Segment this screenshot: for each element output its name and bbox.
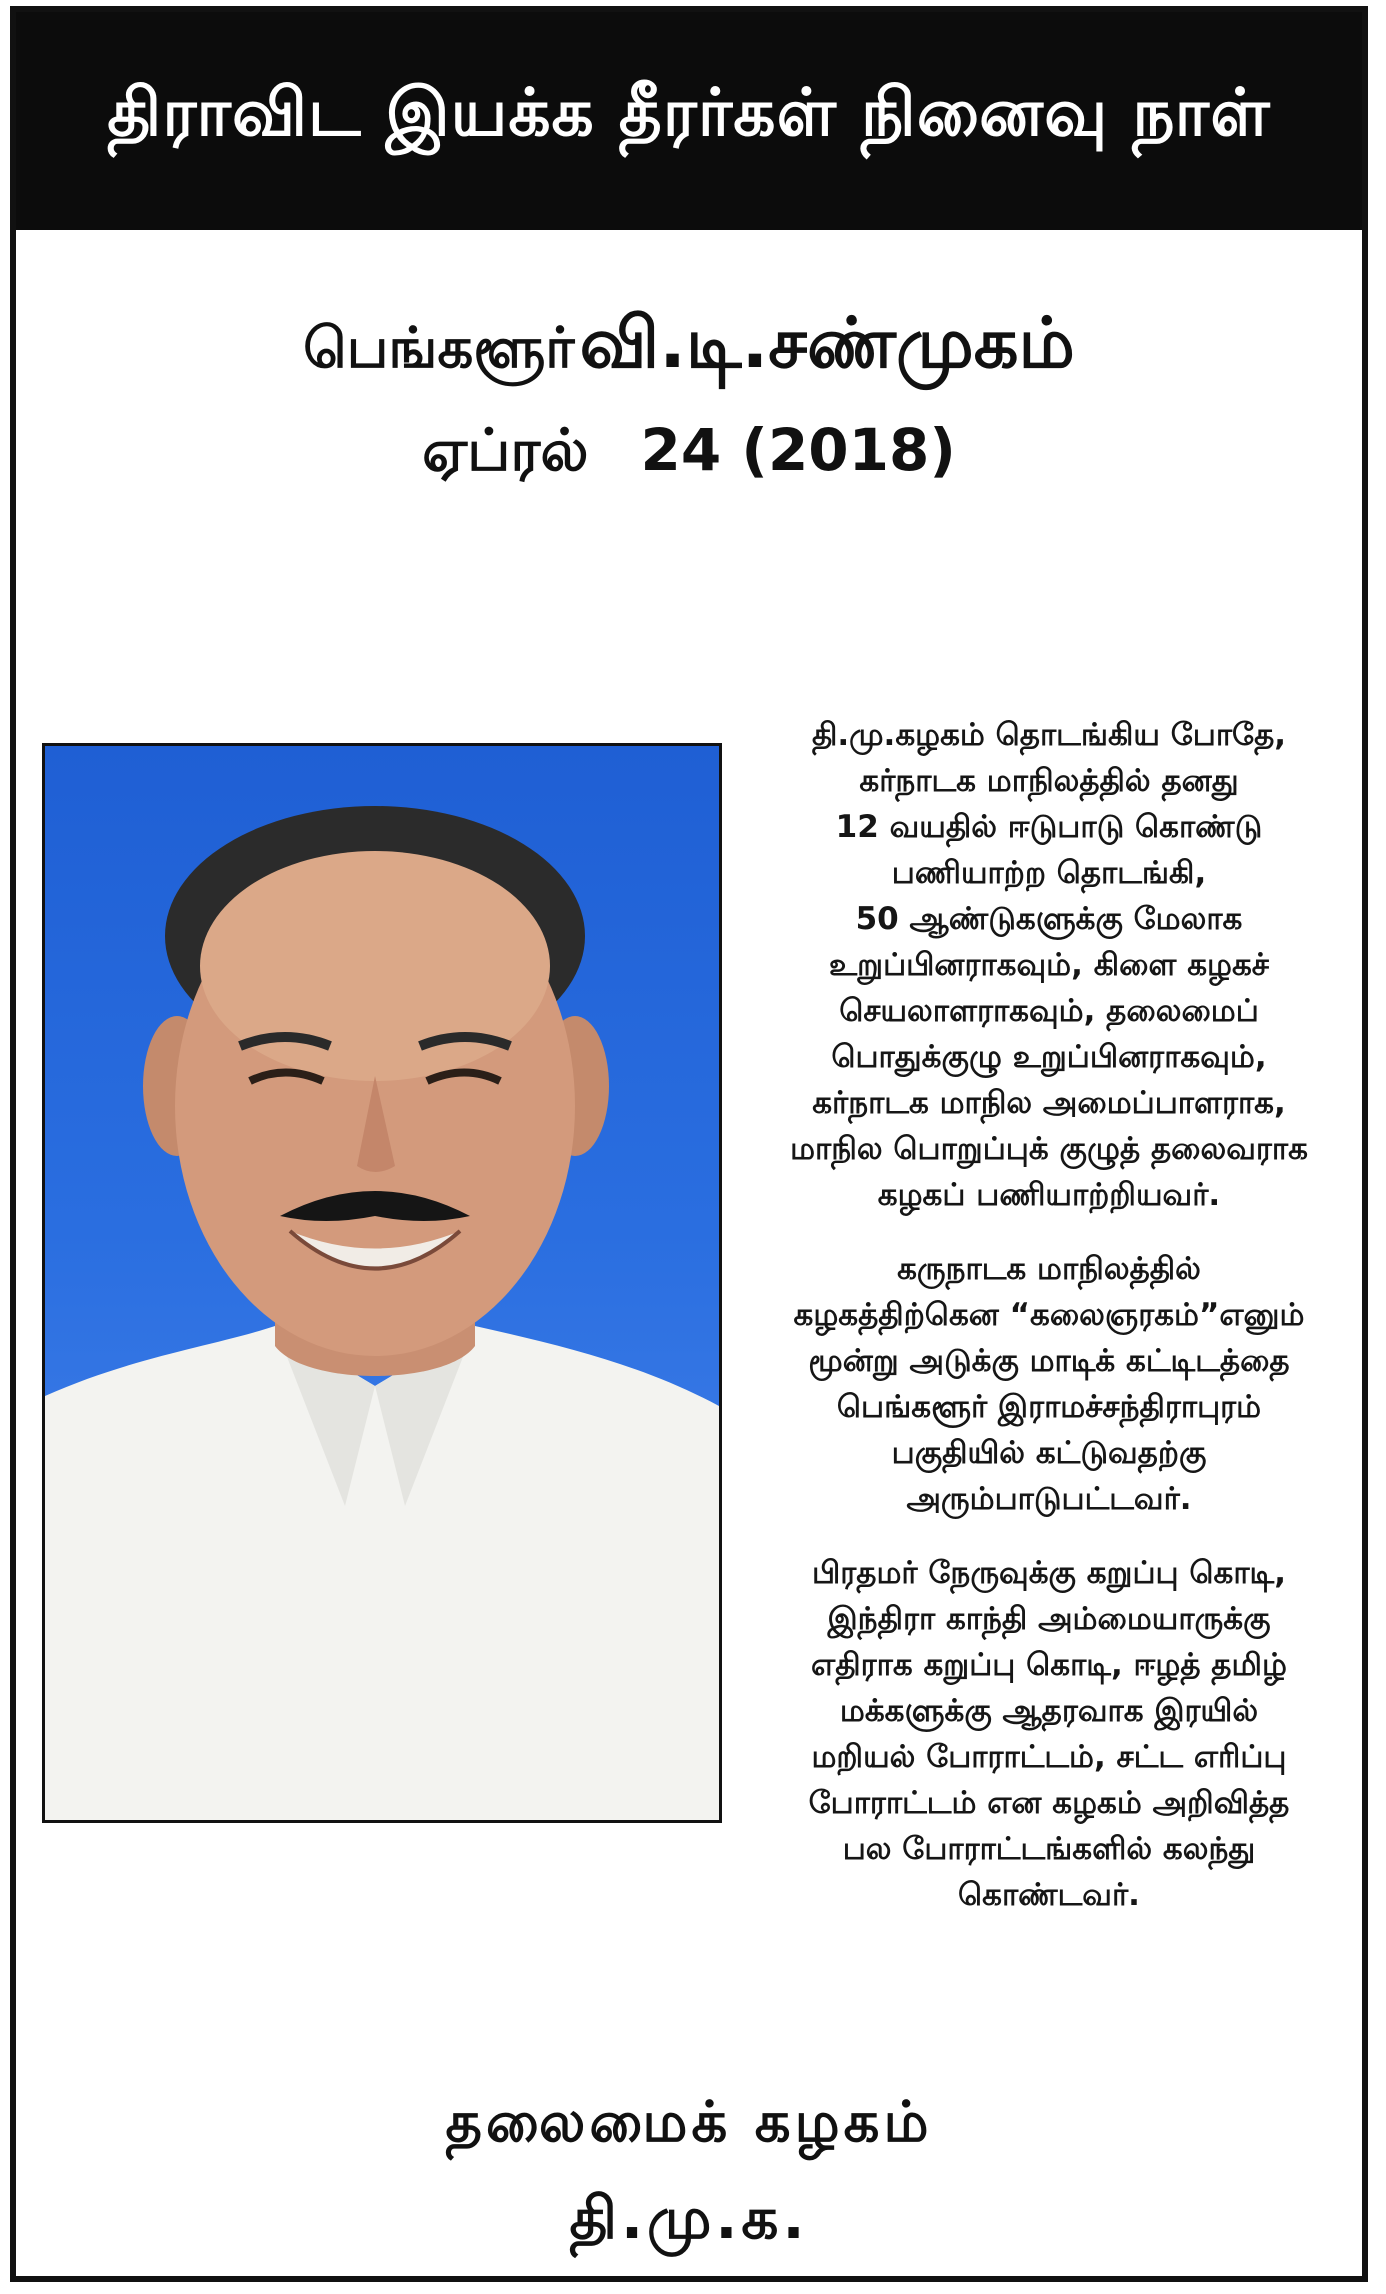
- bio-line: கழகப் பணியாற்றியவர்.: [877, 1177, 1221, 1213]
- header-banner: [16, 12, 1362, 230]
- bio-line: பிரதமர் நேருவுக்கு கறுப்பு கொடி,: [812, 1555, 1286, 1591]
- bio-line: கர்நாடக மாநிலத்தில் தனது: [859, 763, 1239, 799]
- bio-line: மாநில பொறுப்புக் குழுத் தலைவராக: [790, 1131, 1308, 1167]
- banner-title: திராவிட இயக்க தீரர்கள் நினைவு நாள்: [107, 74, 1271, 151]
- footer-party-name: தி.மு.க.: [569, 2184, 809, 2252]
- bio-line: பல போராட்டங்களில் கலந்து: [842, 1831, 1256, 1867]
- bio-line: 50 ஆண்டுகளுக்கு மேலாக: [855, 901, 1243, 937]
- bio-line: கழகத்திற்கென “கலைஞரகம்”எனும்: [793, 1297, 1305, 1333]
- bio-line: உறுப்பினராகவும், கிளை கழகச்: [829, 947, 1269, 983]
- bio-line: கருநாடக மாநிலத்தில்: [897, 1251, 1201, 1287]
- bio-line: மறியல் போராட்டம், சட்ட எரிப்பு: [811, 1739, 1287, 1775]
- footer-organization: தலைமைக் கழகம்: [445, 2090, 933, 2155]
- bio-line: 12 வயதில் ஈடுபாடு கொண்டு: [835, 809, 1263, 845]
- date-day-year: 24 (2018): [640, 416, 956, 484]
- bio-line: பெங்களூர் இராமச்சந்திராபுரம்: [836, 1389, 1262, 1425]
- bio-line: பொதுக்குழு உறுப்பினராகவும்,: [831, 1039, 1267, 1075]
- bio-line: கர்நாடக மாநில அமைப்பாளராக,: [812, 1085, 1286, 1121]
- person-name-line: [16, 302, 1362, 393]
- bio-paragraph: [736, 1550, 1362, 1918]
- poster-frame: [10, 6, 1368, 2282]
- date-month: ஏப்ரல்: [422, 416, 589, 484]
- person-location: பெங்களூர்: [303, 316, 575, 381]
- bio-line: கொண்டவர்.: [958, 1877, 1140, 1913]
- bio-line: மூன்று அடுக்கு மாடிக் கட்டிடத்தை: [808, 1343, 1290, 1379]
- portrait-illustration: [45, 746, 719, 1820]
- portrait-photo: [42, 743, 722, 1823]
- bio-line: செயலாளராகவும், தலைமைப்: [839, 993, 1259, 1029]
- biography-text: [736, 712, 1362, 1946]
- bio-line: மக்களுக்கு ஆதரவாக இரயில்: [839, 1693, 1259, 1729]
- bio-line: போராட்டம் என கழகம் அறிவித்த: [808, 1785, 1290, 1821]
- bio-line: பணியாற்ற தொடங்கி,: [891, 855, 1207, 891]
- bio-line: இந்திரா காந்தி அம்மையாருக்கு: [827, 1601, 1271, 1637]
- bio-paragraph: [736, 1246, 1362, 1522]
- bio-line: பகுதியில் கட்டுவதற்கு: [891, 1435, 1207, 1471]
- bio-line: எதிராக கறுப்பு கொடி, ஈழத் தமிழ்: [811, 1647, 1287, 1683]
- bio-line: தி.மு.கழகம் தொடங்கிய போதே,: [811, 717, 1287, 753]
- bio-paragraph: [736, 712, 1362, 1218]
- bio-line: அரும்பாடுபட்டவர்.: [906, 1481, 1192, 1517]
- memorial-date: [16, 416, 1362, 492]
- person-name: வி.டி.சண்முகம்: [579, 302, 1075, 384]
